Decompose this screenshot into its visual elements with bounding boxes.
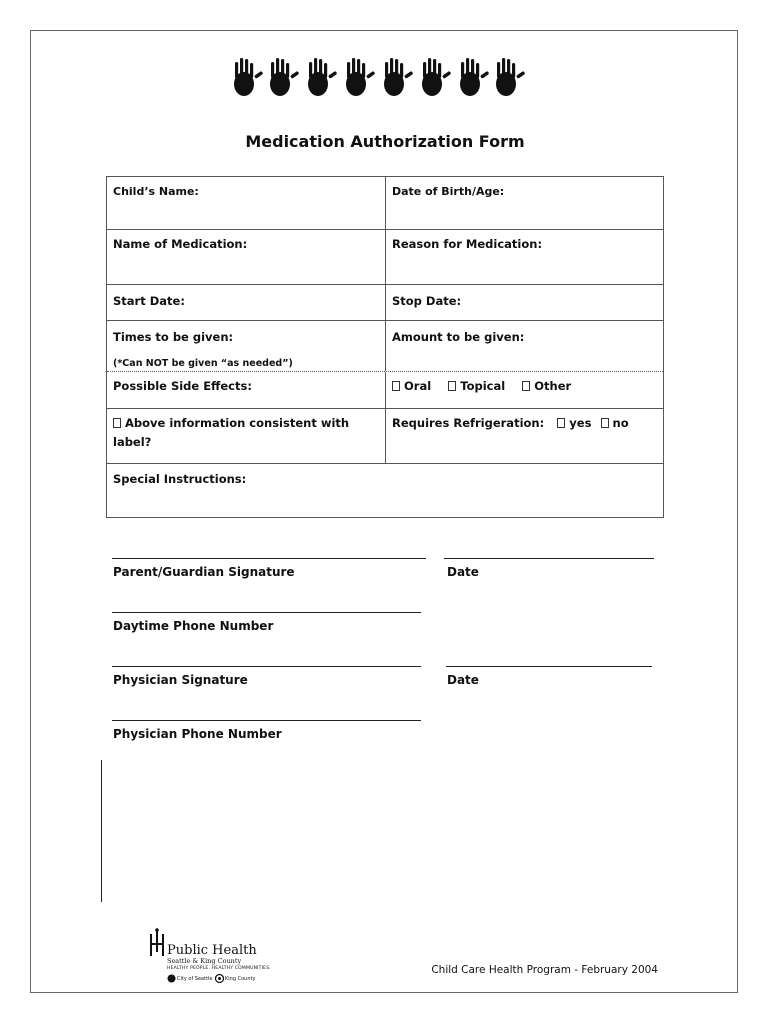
childs-name-label: Child’s Name: <box>113 185 199 198</box>
public-health-mark-icon <box>147 928 169 958</box>
table-row <box>107 285 663 321</box>
parent-date-label: Date <box>447 565 479 579</box>
side-effects-label: Possible Side Effects: <box>113 379 252 393</box>
no-label: no <box>612 416 629 430</box>
special-instructions-label: Special Instructions: <box>113 472 247 486</box>
yes-label: yes <box>569 416 592 430</box>
daytime-phone-line[interactable] <box>112 612 421 613</box>
public-health-logo <box>147 928 287 988</box>
physician-date-line[interactable] <box>446 666 652 667</box>
medication-name-field[interactable] <box>107 230 386 284</box>
medication-name-label: Name of Medication: <box>113 237 248 251</box>
refrig-no-option[interactable] <box>601 416 629 430</box>
handprint-icon <box>496 58 525 96</box>
table-row <box>107 177 663 230</box>
consistent-checkbox[interactable] <box>113 418 121 428</box>
dob-age-label: Date of Birth/Age: <box>392 185 505 198</box>
yes-checkbox[interactable] <box>557 418 565 428</box>
refrigeration-field <box>386 409 663 463</box>
page-title: Medication Authorization Form <box>245 132 525 151</box>
county-seal-icon <box>215 974 224 983</box>
logo-county: King County <box>225 976 256 982</box>
handprint-icon <box>270 58 299 96</box>
no-checkbox[interactable] <box>601 418 609 428</box>
stop-date-field[interactable] <box>386 285 663 320</box>
start-date-label: Start Date: <box>113 294 185 308</box>
route-options <box>386 372 663 408</box>
amount-given-label: Amount to be given: <box>392 330 525 344</box>
logo-tagline: HEALTHY PEOPLE. HEALTHY COMMUNITIES. <box>167 966 271 971</box>
daytime-phone-label: Daytime Phone Number <box>113 619 274 633</box>
physician-signature-label: Physician Signature <box>113 673 248 687</box>
topical-checkbox[interactable] <box>448 381 456 391</box>
physician-phone-line[interactable] <box>112 720 421 721</box>
amount-given-field[interactable] <box>386 321 663 371</box>
parent-signature-line[interactable] <box>112 558 426 559</box>
medication-form-table <box>106 176 664 518</box>
route-oral-option[interactable] <box>392 379 431 393</box>
logo-city: City of Seattle <box>177 976 213 982</box>
times-given-label: Times to be given: <box>113 330 234 344</box>
route-topical-option[interactable] <box>448 379 505 393</box>
table-row <box>107 464 663 517</box>
oral-label: Oral <box>404 379 432 393</box>
physician-signature-line[interactable] <box>112 666 421 667</box>
table-row <box>107 321 663 372</box>
handprint-icon <box>460 58 489 96</box>
stop-date-label: Stop Date: <box>392 294 462 308</box>
handprint-icon <box>384 58 413 96</box>
logo-name: Public Health <box>167 943 257 958</box>
reason-field[interactable] <box>386 230 663 284</box>
handprints-decoration <box>228 56 528 102</box>
handprint-icon <box>234 58 263 96</box>
refrigeration-label: Requires Refrigeration: <box>392 416 545 430</box>
other-checkbox[interactable] <box>522 381 530 391</box>
times-given-field[interactable] <box>107 321 386 371</box>
oral-checkbox[interactable] <box>392 381 400 391</box>
reason-label: Reason for Medication: <box>392 237 543 251</box>
margin-rule <box>101 760 102 902</box>
city-seal-icon <box>167 974 176 983</box>
handprint-icon <box>308 58 337 96</box>
topical-label: Topical <box>460 379 506 393</box>
route-other-option[interactable] <box>522 379 571 393</box>
physician-phone-label: Physician Phone Number <box>113 727 282 741</box>
consistent-label-text: Above information consistent with label? <box>113 416 350 449</box>
special-instructions-field[interactable] <box>107 464 663 517</box>
refrig-yes-option[interactable] <box>557 416 591 430</box>
childs-name-field[interactable] <box>107 177 386 229</box>
logo-subtitle: Seattle & King County <box>167 957 242 965</box>
dob-age-field[interactable] <box>386 177 663 229</box>
parent-signature-label: Parent/Guardian Signature <box>113 565 295 579</box>
other-label: Other <box>534 379 572 393</box>
physician-date-label: Date <box>447 673 479 687</box>
footer-program-text: Child Care Health Program - February 2004 <box>431 964 658 976</box>
handprint-icon <box>346 58 375 96</box>
parent-date-line[interactable] <box>444 558 654 559</box>
start-date-field[interactable] <box>107 285 386 320</box>
consistent-label-field <box>107 409 386 463</box>
table-row <box>107 409 663 464</box>
consistent-option[interactable] <box>113 416 349 449</box>
table-row <box>107 372 663 409</box>
side-effects-field[interactable] <box>107 372 386 408</box>
handprint-icon <box>422 58 451 96</box>
times-given-note: (*Can NOT be given “as needed”) <box>113 358 293 369</box>
table-row <box>107 230 663 285</box>
